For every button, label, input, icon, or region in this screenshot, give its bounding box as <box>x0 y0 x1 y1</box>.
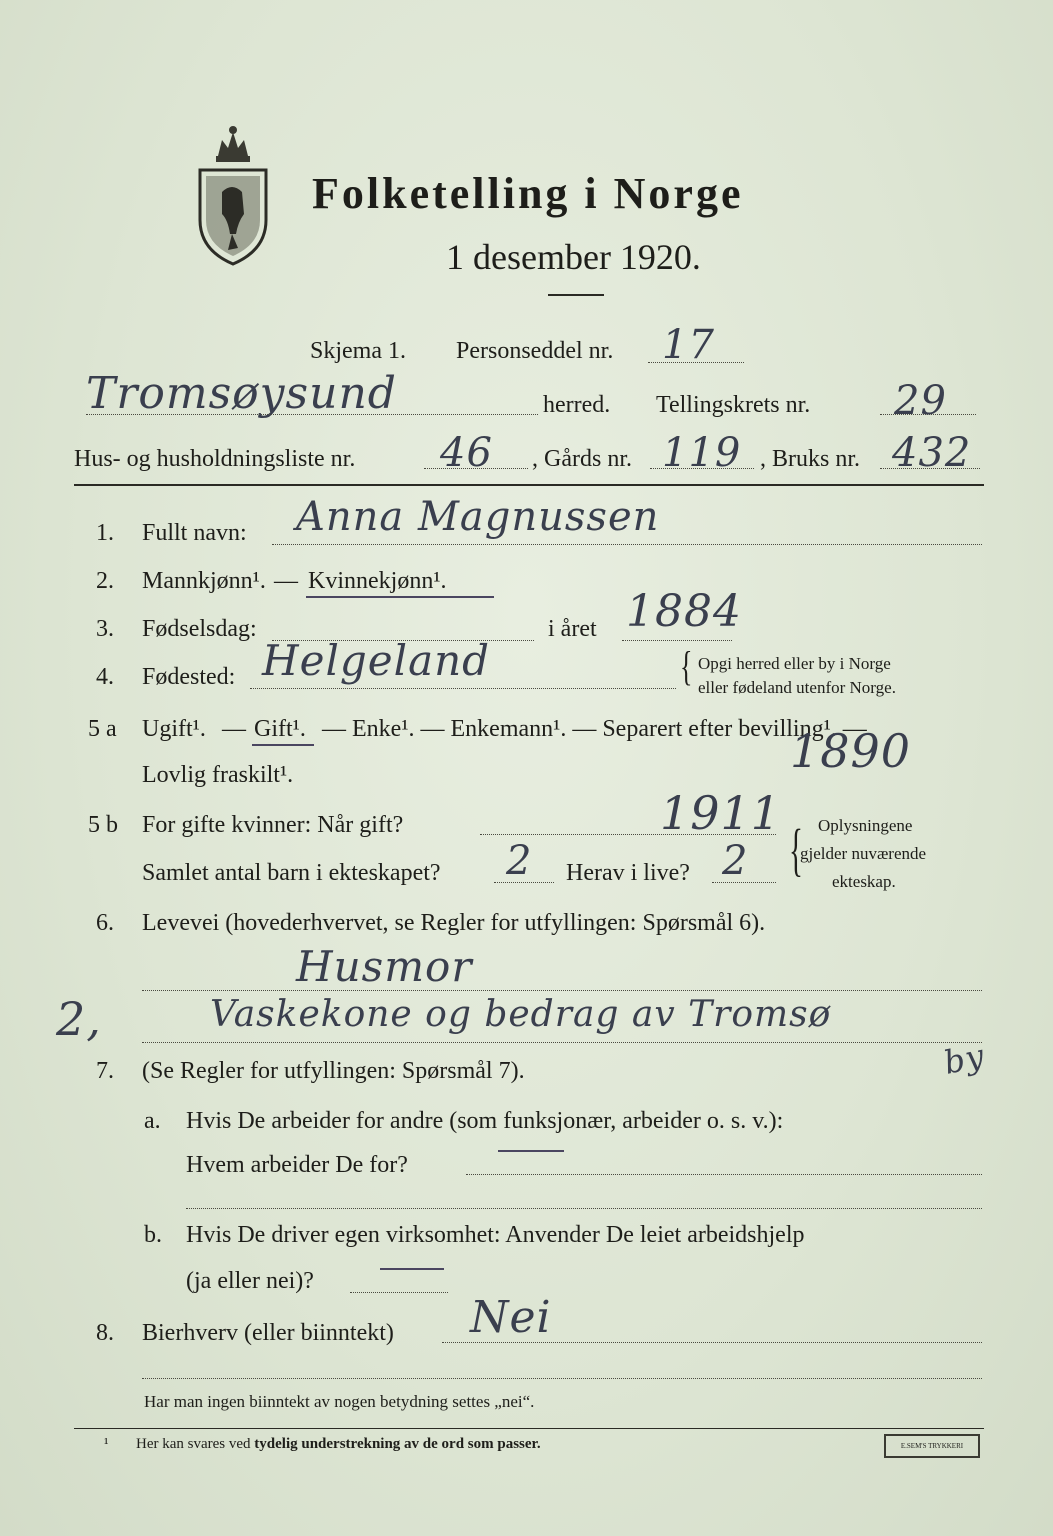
q4-number: 4. <box>96 664 114 690</box>
form-title: Folketelling i Norge <box>312 169 744 218</box>
q1-number: 1. <box>96 520 114 546</box>
children-count-field[interactable]: 2 <box>506 838 533 884</box>
q7b-line2: (ja eller nei)? <box>186 1268 314 1294</box>
herred-field[interactable]: Tromsøysund <box>86 368 397 419</box>
married-option[interactable]: Gift¹. <box>254 716 306 742</box>
hired-help-field[interactable] <box>350 1292 448 1293</box>
bruks-label: , Bruks nr. <box>760 446 861 472</box>
q3-label: Fødselsdag: <box>142 616 257 642</box>
q5a-dash: — <box>222 716 246 742</box>
male-option[interactable]: Mannkjønn¹. <box>142 568 266 594</box>
gards-field[interactable]: 119 <box>662 430 742 476</box>
occupation-secondary-field[interactable]: Vaskekone og bedrag av Tromsø <box>210 994 832 1035</box>
bruks-field[interactable]: 432 <box>892 430 972 476</box>
marriage-note-3: ekteskap. <box>832 872 896 891</box>
herred-label: herred. <box>543 392 611 418</box>
side-income-field[interactable]: Nei <box>470 1292 552 1343</box>
footnote-plain: Her kan svares ved <box>136 1436 251 1452</box>
footer-divider <box>74 1428 984 1429</box>
alive-label: Herav i live? <box>566 860 690 886</box>
side-income-note: Har man ingen biinntekt av nogen betydning settes „nei“. <box>144 1392 535 1411</box>
full-name-field[interactable]: Anna Magnussen <box>296 494 660 540</box>
q1-label: Fullt navn: <box>142 520 247 546</box>
q8-label: Bierhverv (eller biinntekt) <box>142 1320 394 1346</box>
married-underline <box>252 744 314 746</box>
tellingskrets-field[interactable]: 29 <box>894 378 947 424</box>
tellingskrets-label: Tellingskrets nr. <box>656 392 811 418</box>
hus-label: Hus- og husholdningsliste nr. <box>74 446 356 472</box>
children-label: Samlet antal barn i ekteskapet? <box>142 860 441 886</box>
unmarried-option[interactable]: Ugift¹. <box>142 716 206 742</box>
marriage-year-annotation: 1890 <box>790 724 912 778</box>
q7b-label: Hvis De driver egen virksomhet: Anvender De leiet arbeidshjelp <box>186 1222 805 1248</box>
q5b-label: For gifte kvinner: Når gift? <box>142 812 404 838</box>
birthplace-field[interactable]: Helgeland <box>262 636 491 685</box>
birth-year-field[interactable]: 1884 <box>626 586 742 637</box>
footnote-bold: tydelig understrekning av de ord som passer. <box>254 1436 541 1452</box>
q7-number: 7. <box>96 1058 114 1084</box>
q7a-line2: Hvem arbeider De for? <box>186 1152 408 1178</box>
q7-label: (Se Regler for utfyllingen: Spørsmål 7). <box>142 1058 525 1084</box>
divorced-option[interactable]: Lovlig fraskilt¹. <box>142 762 294 788</box>
birth-year-label: i året <box>548 616 597 642</box>
female-underline <box>306 596 494 598</box>
title-divider <box>548 294 604 296</box>
skjema-label: Skjema 1. <box>310 338 406 364</box>
q6-label: Levevei (hovederhvervet, se Regler for utfyllingen: Spørsmål 6). <box>142 910 766 936</box>
birthplace-note-1: Opgi herred eller by i Norge <box>698 654 891 673</box>
marital-other-options[interactable]: — Enke¹. — Enkemann¹. — Separert efter bevilling¹. — <box>322 716 867 742</box>
census-form: Folketelling i Norge 1 desember 1920. Skjema 1. Personseddel nr. 17 Tromsøysund herred. Tellingskrets nr. 29 Hus- og husholdningsliste nr. 46 , Gårds nr. 119 , Bruks nr. 432 1. Fullt navn: Anna Magnussen 2. Mannkjønn¹. — Kvinnekjønn¹. 3. Fødselsdag: i året 1884 4. Fødested: Helgeland { Opgi herred eller by i Norge eller fødeland utenfor Norge. 5 a Ugift¹. — Gift¹. — Enke¹. — Enkemann¹. — Separert efter bevilling¹. — Lovlig fraskilt¹. 1890 5 b For gifte kvinner: Når gift? 1911 Samlet antal barn i ekteskapet? 2 Herav i live? 2 { Oplysningene gjelder nuværende ekteskap. 6. Levevei (hovederhvervet, se Regler for utfyllingen: Spørsmål 6). Husmor 2, Vaskekone og bedrag av Tromsø by 7. (Se Regler for utfyllingen: Spørsmål 7). a. Hvis De arbeider for andre (som funksjonær, arbeider o. s. v.): Hvem arbeider De for? b. Hvis De driver egen virksomhet: Anvender De leiet arbeidshjelp (ja eller nei)? 8. Bierhverv (eller biinntekt) Nei Har man ingen biinntekt av nogen betydning settes „nei“. ¹ Her kan svares ved tydelig understrekning av de ord som passer. E.SEM'S TRYKKERI <box>0 0 1053 1536</box>
q6-number: 6. <box>96 910 114 936</box>
census-date: 1 desember 1920. <box>446 237 701 277</box>
occupation-field[interactable]: Husmor <box>296 942 473 991</box>
q2-dash: — <box>274 568 298 594</box>
footnote-mark: ¹ <box>104 1436 109 1452</box>
gards-label: , Gårds nr. <box>532 446 632 472</box>
q7a-letter: a. <box>144 1108 161 1134</box>
hus-field[interactable]: 46 <box>440 430 493 476</box>
q7a-label: Hvis De arbeider for andre (som funksjonær, arbeider o. s. v.): <box>186 1108 784 1134</box>
employer-field[interactable] <box>466 1174 982 1175</box>
alive-count-field[interactable]: 2 <box>722 838 749 884</box>
marriage-note-1: Oplysningene <box>818 816 913 835</box>
q5b-number: 5 b <box>88 812 118 838</box>
q2-number: 2. <box>96 568 114 594</box>
printer-stamp: E.SEM'S TRYKKERI <box>884 1434 980 1458</box>
occupation-secondary-prefix: 2, <box>56 992 102 1046</box>
female-option[interactable]: Kvinnekjønn¹. <box>308 568 447 594</box>
q7b-letter: b. <box>144 1222 162 1248</box>
personseddel-label: Personseddel nr. <box>456 338 614 364</box>
footnote-text <box>136 1436 541 1453</box>
q4-label: Fødested: <box>142 664 236 690</box>
birthplace-note-2: eller fødeland utenfor Norge. <box>698 678 896 697</box>
q3-number: 3. <box>96 616 114 642</box>
marriage-note-2: gjelder nuværende <box>800 844 927 863</box>
married-year-field[interactable]: 1911 <box>660 786 782 840</box>
q8-number: 8. <box>96 1320 114 1346</box>
q5a-number: 5 a <box>88 716 117 742</box>
personseddel-field[interactable]: 17 <box>662 322 715 368</box>
coat-of-arms-icon <box>192 122 274 268</box>
header-divider <box>74 484 984 486</box>
occupation-secondary-continuation: by <box>940 1036 989 1082</box>
